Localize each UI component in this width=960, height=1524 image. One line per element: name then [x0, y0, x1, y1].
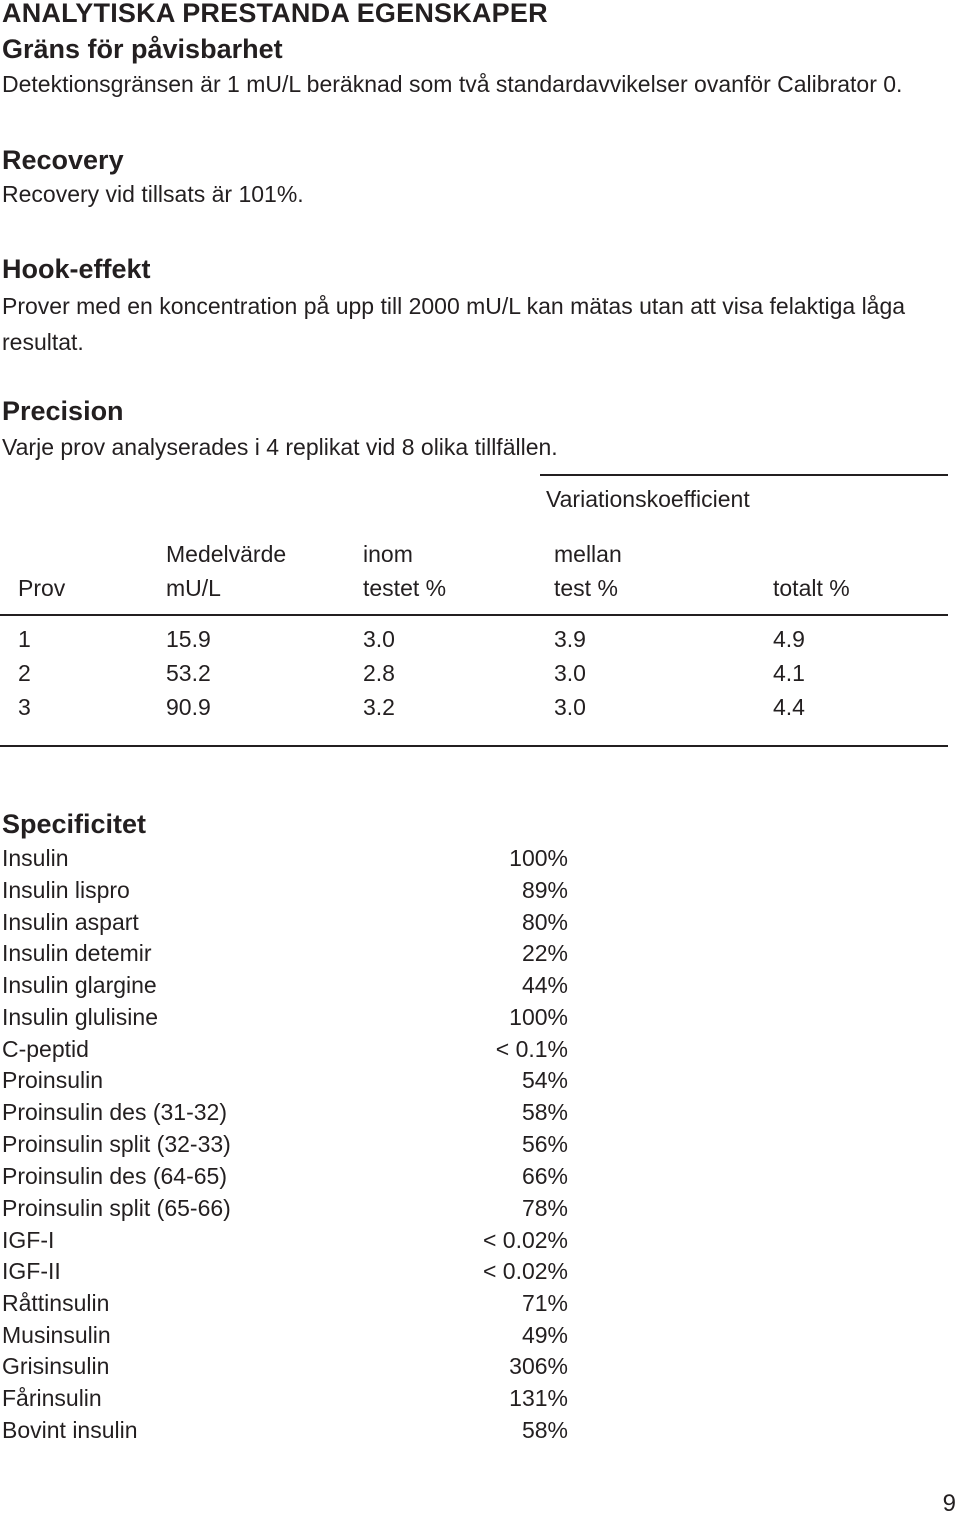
table-cell-prov: 3 — [18, 694, 31, 720]
detection-heading: Gräns för påvisbarhet — [2, 34, 283, 64]
table-cell-within: 2.8 — [363, 660, 395, 686]
spec-item-name: IGF-I — [2, 1227, 55, 1253]
hook-heading: Hook-effekt — [2, 254, 151, 284]
spec-item-name: Insulin — [2, 845, 69, 871]
spec-item-name: Proinsulin des (64-65) — [2, 1163, 228, 1189]
spec-item-name: Proinsulin split (65-66) — [2, 1195, 231, 1221]
spec-item-value: 100% — [509, 845, 568, 871]
spec-item-value: 100% — [509, 1004, 568, 1030]
spec-item-name: Insulin detemir — [2, 940, 152, 966]
table-cell-mean: 53.2 — [166, 660, 211, 686]
spec-item-name: C-peptid — [2, 1036, 89, 1062]
spec-item-name: Insulin aspart — [2, 909, 139, 935]
spec-item-value: 131% — [509, 1385, 568, 1411]
spec-item-value: 66% — [521, 1163, 568, 1189]
table-cell-within: 3.0 — [363, 626, 395, 652]
table-cell-total: 4.1 — [773, 660, 805, 686]
spec-item-value: < 0.02% — [482, 1227, 568, 1253]
table-cell-total: 4.4 — [773, 694, 805, 720]
spec-item-name: Proinsulin — [2, 1067, 103, 1093]
spec-item-value: < 0.1% — [495, 1036, 568, 1062]
table-cell-between: 3.0 — [554, 694, 586, 720]
spec-item-name: Insulin lispro — [2, 877, 130, 903]
col-header-total: totalt % — [773, 575, 850, 601]
header-rule — [0, 614, 948, 616]
precision-heading: Precision — [2, 396, 124, 426]
spec-item-value: 22% — [521, 940, 568, 966]
col-header-prov: Prov — [18, 575, 66, 601]
table-cell-total: 4.9 — [773, 626, 805, 652]
page-number: 9 — [942, 1490, 956, 1517]
spec-item-value: 306% — [509, 1353, 568, 1379]
recovery-heading: Recovery — [2, 145, 124, 175]
spec-item-value: 44% — [521, 972, 568, 998]
detection-text: Detektionsgränsen är 1 mU/L beräknad som två standardavvikelser ovanför Calibrator 0. — [2, 71, 903, 97]
table-cell-between: 3.0 — [554, 660, 586, 686]
spec-item-value: 58% — [521, 1417, 568, 1443]
spec-item-name: Insulin glargine — [2, 972, 157, 998]
spec-item-value: 58% — [521, 1099, 568, 1125]
spec-item-value: 89% — [521, 877, 568, 903]
section-title: ANALYTISKA PRESTANDA EGENSKAPER — [2, 0, 548, 28]
group-header-rule — [540, 474, 948, 476]
spec-item-value: 78% — [521, 1195, 568, 1221]
bottom-rule — [0, 745, 948, 747]
spec-item-value: 49% — [521, 1322, 568, 1348]
spec-item-value: < 0.02% — [482, 1258, 568, 1284]
table-cell-prov: 1 — [18, 626, 31, 652]
spec-item-name: Musinsulin — [2, 1322, 111, 1348]
specificity-heading: Specificitet — [2, 809, 147, 839]
table-cell-prov: 2 — [18, 660, 31, 686]
spec-item-name: Fårinsulin — [2, 1385, 102, 1411]
recovery-text: Recovery vid tillsats är 101%. — [2, 181, 304, 207]
spec-item-value: 54% — [521, 1067, 568, 1093]
col-header-between-line1: mellan — [554, 541, 622, 567]
group-header: Variationskoefficient — [546, 486, 750, 512]
spec-item-name: Grisinsulin — [2, 1353, 110, 1379]
spec-item-value: 56% — [521, 1131, 568, 1157]
spec-item-name: Proinsulin des (31-32) — [2, 1099, 228, 1125]
table-cell-mean: 15.9 — [166, 626, 211, 652]
spec-item-name: Insulin glulisine — [2, 1004, 158, 1030]
spec-item-value: 80% — [521, 909, 568, 935]
col-header-between-line2: test % — [554, 575, 618, 601]
spec-item-name: Bovint insulin — [2, 1417, 138, 1443]
spec-item-name: Råttinsulin — [2, 1290, 110, 1316]
precision-text: Varje prov analyserades i 4 replikat vid 8 olika tillfällen. — [2, 434, 558, 460]
col-header-mean-line1: Medelvärde — [166, 541, 287, 567]
spec-item-name: Proinsulin split (32-33) — [2, 1131, 231, 1157]
col-header-mean-line2: mU/L — [166, 575, 221, 601]
hook-text: Prover med en koncentration på upp till 2000 mU/L kan mätas utan att visa felaktiga låga resultat. — [2, 293, 906, 355]
col-header-within-line2: testet % — [363, 575, 447, 601]
table-cell-mean: 90.9 — [166, 694, 211, 720]
table-cell-between: 3.9 — [554, 626, 586, 652]
spec-item-value: 71% — [521, 1290, 568, 1316]
spec-item-name: IGF-II — [2, 1258, 61, 1284]
table-cell-within: 3.2 — [363, 694, 395, 720]
col-header-within-line1: inom — [363, 541, 413, 567]
